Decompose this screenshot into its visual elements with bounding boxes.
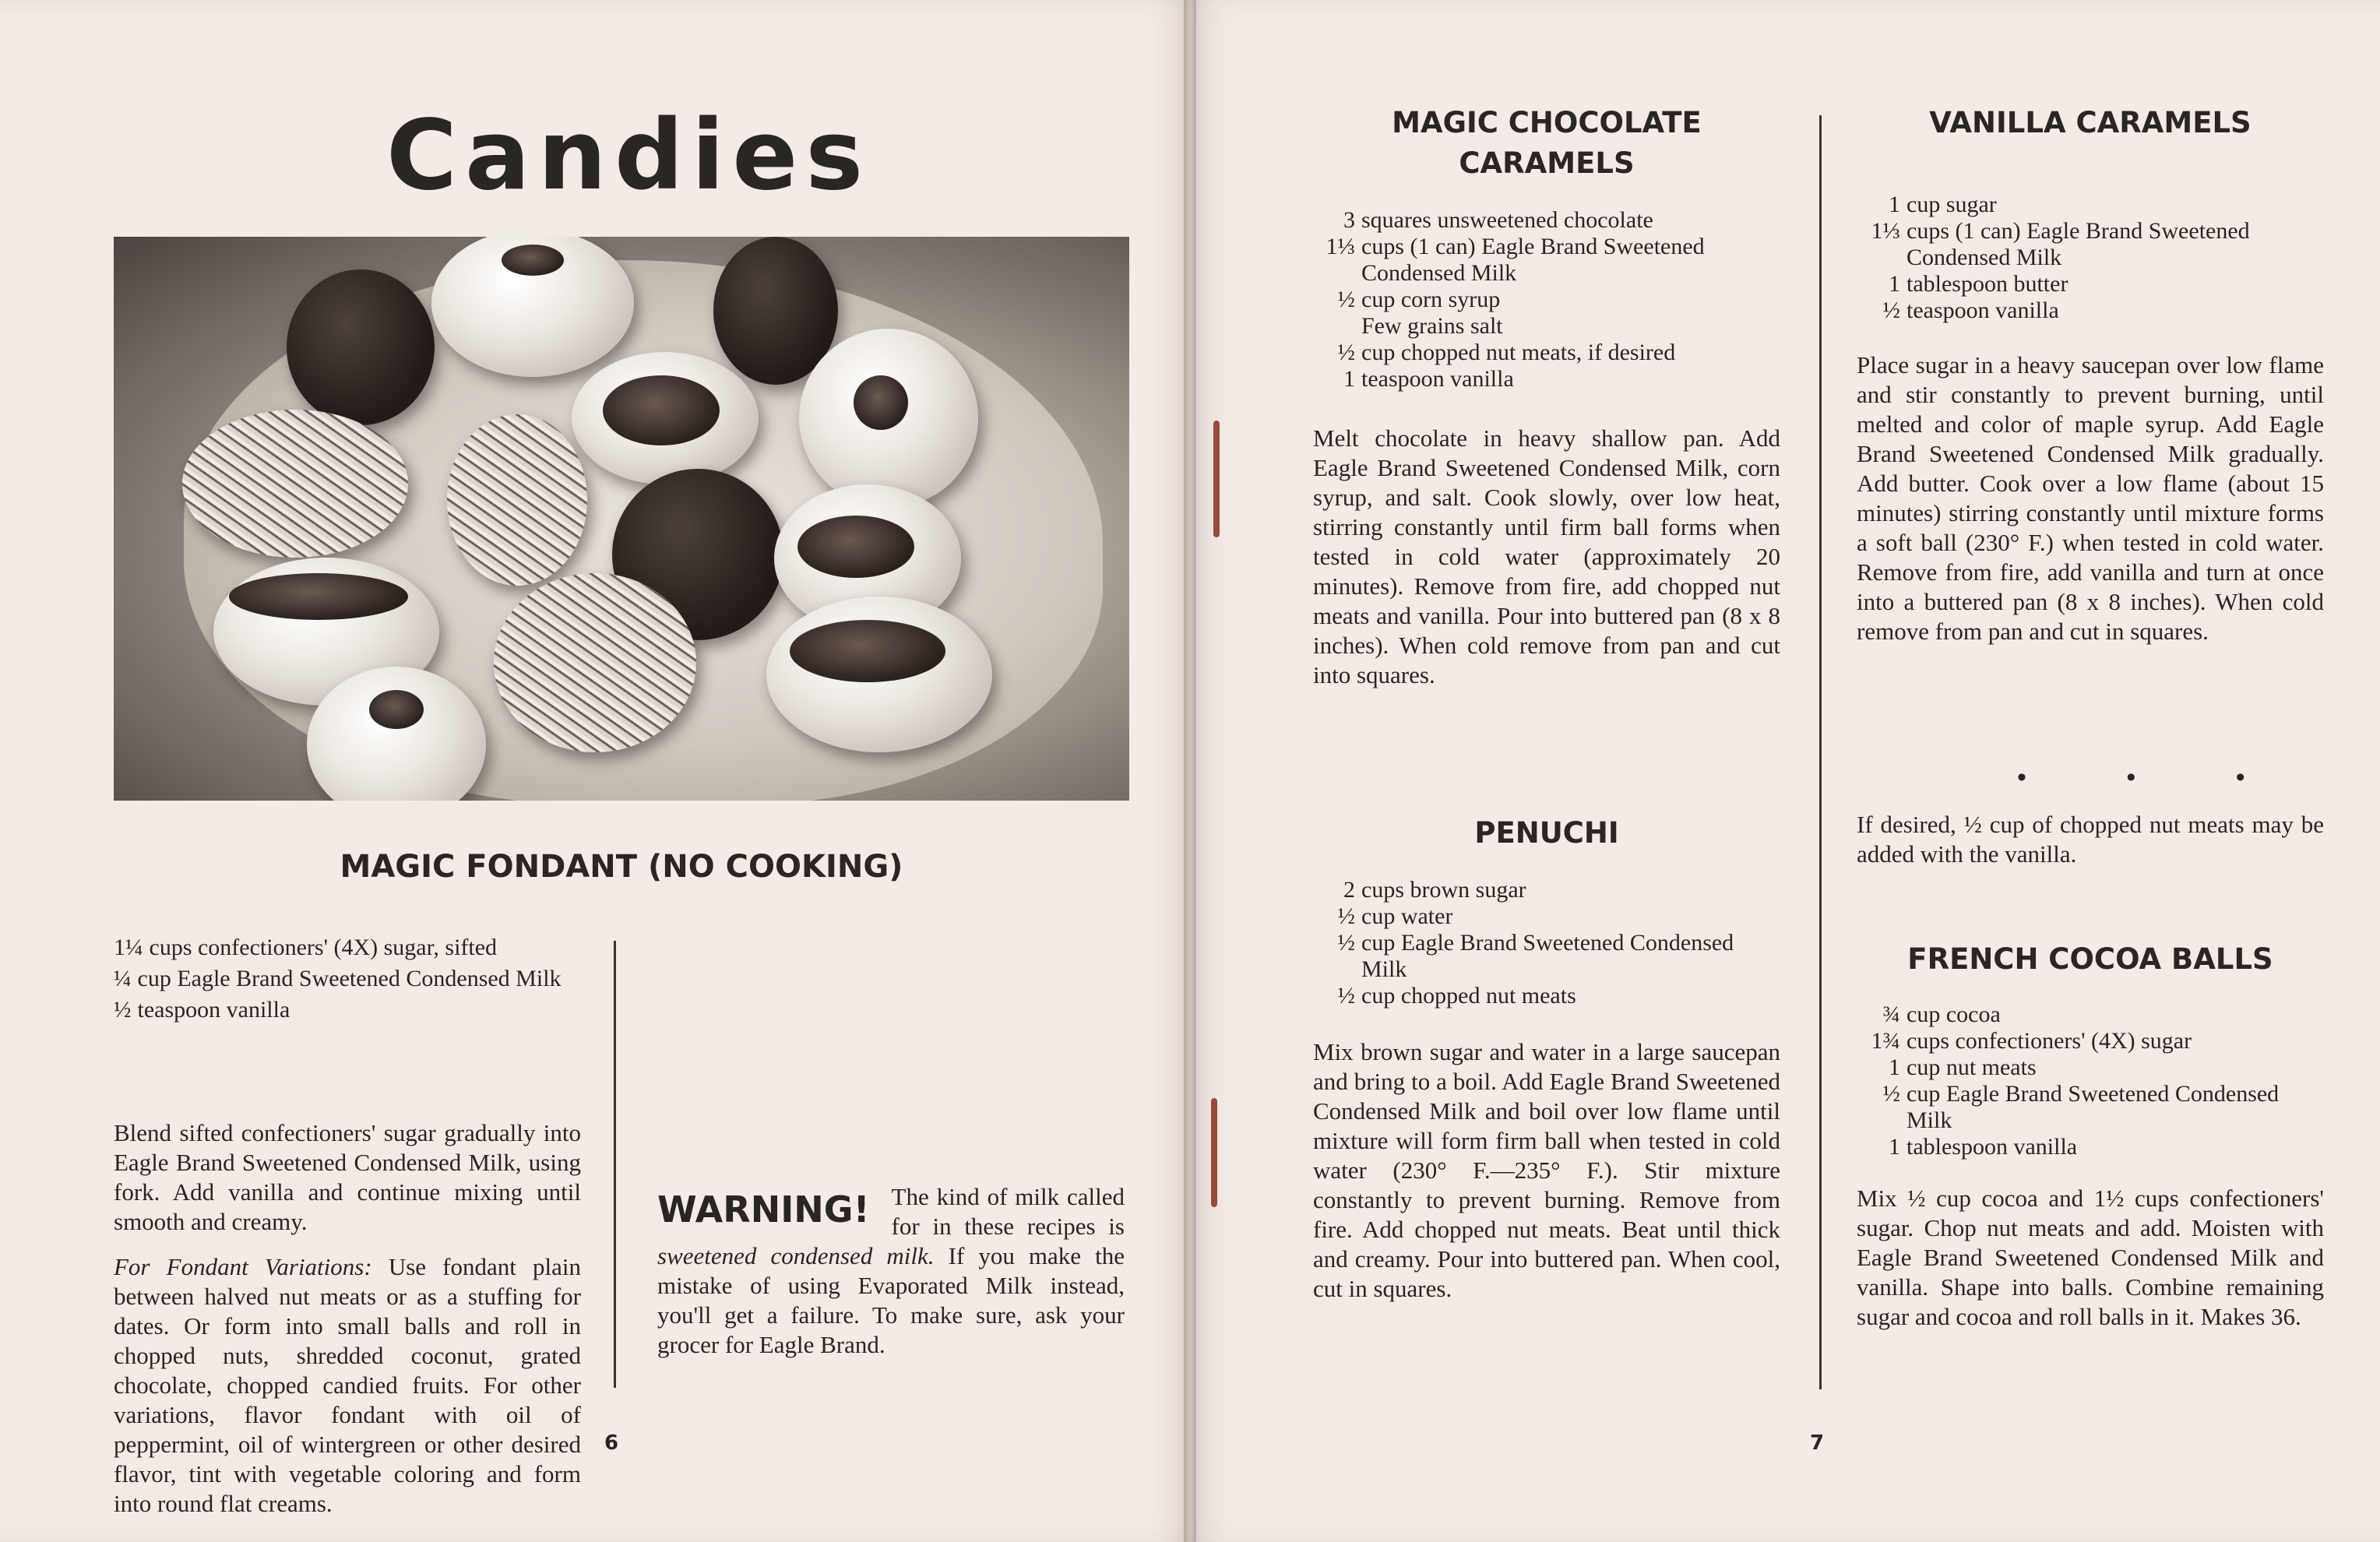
column-divider	[1819, 115, 1822, 1389]
warning-label: WARNING!	[657, 1188, 870, 1230]
fondant-heading: MAGIC FONDANT (NO COOKING)	[340, 849, 903, 885]
chocolate-caramels-ingredients	[1313, 207, 1780, 393]
staple-bottom	[1211, 1098, 1217, 1207]
chocolate-caramels-directions: Melt chocolate in heavy shallow pan. Add Eagle Brand Sweetened Condensed Milk, corn syrup, and salt. Cook slowly, over low heat, stirring constantly until firm ball forms when tested in cold water (approximately 20 minutes). Remove from fire, add chopped nut meats and vanilla. Pour into buttered pan (8 x 8 inches). When cold remove from pan and cut into squares.	[1313, 424, 1780, 688]
staple-top	[1213, 421, 1220, 537]
candy-coconut	[182, 410, 408, 558]
candy-chocolate-sprinkle	[287, 269, 435, 425]
cocoa-balls-ingredients	[1857, 1002, 2324, 1160]
vanilla-caramels-ingredients	[1857, 192, 2324, 324]
ingredient-row: 1 teaspoon vanilla	[1343, 366, 1514, 392]
penuchi-ingredients	[1313, 877, 1780, 1009]
column-divider	[614, 941, 616, 1388]
ingredient-row: ½ cup chopped nut meats	[1337, 983, 1576, 1009]
chocolate-caramels-heading: MAGIC CHOCOLATE CARAMELS	[1392, 106, 1702, 180]
candy-date-stuffed	[766, 597, 992, 752]
page-number-left: 6	[604, 1431, 619, 1455]
ingredient-row: 1⅓ cups (1 can) Eagle Brand Sweetened Condensed Milk	[1871, 218, 2250, 270]
ingredient-row: 1 tablespoon butter	[1889, 271, 2068, 297]
vanilla-caramels-directions: Place sugar in a heavy saucepan over low flame and stir constantly to prevent burning, until melted and color of maple syrup. Add Eagle Brand Sweetened Condensed Milk gradually. Add butter. Cook over a low flame (about 15 minutes) stirring constantly until mixture forms a soft ball (230° F.) when tested in cold water. Remove from fire, add vanilla and turn at once into a buttered pan (8 x 8 inches). When cold remove from pan and cut in squares.	[1857, 351, 2324, 645]
ingredient-row: 1¼ cups confectioners' (4X) sugar, sifted	[114, 935, 498, 960]
ingredient-row: ½ teaspoon vanilla	[1882, 297, 2059, 323]
separator-dots: • • •	[2017, 763, 2292, 792]
fondant-directions: Blend sifted confectioners' sugar gradually into Eagle Brand Sweetened Condensed Milk, using fork. Add vanilla and continue mixing until smooth and creamy. For Fondant Variations: Use fondant plain between halved nut meats or as a stuffing for dates. Or form into small balls and roll in chopped nuts, shredded coconut, grated chocolate, chopped candied fruits. For other variations, flavor fondant with oil of peppermint, oil of wintergreen or other desired flavor, tint with vegetable coloring and form into round flat creams.	[114, 1119, 582, 1517]
candy-walnut	[572, 352, 759, 484]
candies-photo	[114, 237, 1129, 801]
ingredient-row: 1¾ cups confectioners' (4X) sugar	[1871, 1028, 2192, 1054]
ingredient-row: ½ cup Eagle Brand Sweetened Condensed Milk	[1337, 930, 1734, 982]
page-title: Candies	[386, 100, 871, 212]
ingredient-row: 3 squares unsweetened chocolate	[1343, 207, 1653, 233]
ingredient-row: ½ cup chopped nut meats, if desired	[1337, 340, 1676, 365]
ingredient-row: 2 cups brown sugar	[1343, 877, 1526, 903]
cocoa-balls-directions: Mix ½ cup cocoa and 1½ cups confectioners' sugar. Chop nut meats and add. Moisten with Eagle Brand Sweetened Condensed Milk and vanilla. Shape into balls. Combine remaining sugar and cocoa and roll balls in it. Makes 36.	[1857, 1185, 2324, 1330]
variations-label: For Fondant Variations:	[114, 1253, 372, 1280]
page-number-right: 7	[1810, 1431, 1825, 1455]
book-spine	[1184, 0, 1196, 1542]
ingredient-row: 1 cup nut meats	[1889, 1054, 2037, 1080]
vanilla-caramels-note: If desired, ½ cup of chopped nut meats may be added with the vanilla.	[1857, 811, 2324, 868]
ingredient-row: 1 cup sugar	[1889, 192, 1997, 217]
candy-coconut	[494, 573, 696, 752]
ingredient-row: ½ cup Eagle Brand Sweetened Condensed Milk	[1882, 1081, 2280, 1133]
ingredient-row: ¾ cup cocoa	[1882, 1002, 2001, 1027]
warning-box: WARNING! The kind of milk called for in these recipes is sweetened condensed milk. If you make the mistake of using Evaporated Milk instead, you'll get a failure. To make sure, ask your grocer for Eagle Brand.	[657, 1183, 1125, 1358]
candy-fondant-cherry	[799, 329, 978, 508]
ingredient-row: 1 tablespoon vanilla	[1889, 1134, 2078, 1160]
variations-text: Use fondant plain between halved nut meats or as a stuffing for dates. Or form into small balls and roll in chopped nuts, shredded coconut, grated chocolate, chopped candied fruits. For other variations, flavor fondant with oil of peppermint, oil of wintergreen or other desired flavor, tint with vegetable coloring and form into round flat creams.	[114, 1253, 582, 1517]
ingredient-row: ¼ cup Eagle Brand Sweetened Condensed Milk	[114, 966, 562, 991]
ingredient-row: 1⅓ cups (1 can) Eagle Brand Sweetened Condensed Milk	[1326, 234, 1705, 286]
fondant-ingredients	[114, 935, 581, 1023]
candy-walnut-half	[447, 414, 587, 586]
ingredient-row: ½ cup water	[1337, 903, 1453, 929]
penuchi-heading: PENUCHI	[1474, 816, 1619, 850]
cocoa-balls-heading: FRENCH COCOA BALLS	[1907, 942, 2273, 976]
penuchi-directions: Mix brown sugar and water in a large saucepan and bring to a boil. Add Eagle Brand Sweetened Condensed Milk and boil over low flame until mixture will form firm ball when tested in cold water (230° F.—235° F.). Stir mixture constantly to prevent burning. Remove from fire. Add chopped nut meats. Beat until thick and creamy. Pour into buttered pan. When cool, cut in squares.	[1313, 1038, 1780, 1302]
ingredient-row: Few grains salt	[1361, 313, 1503, 339]
vanilla-caramels-heading: VANILLA CARAMELS	[1929, 106, 2251, 139]
ingredient-row: ½ teaspoon vanilla	[114, 997, 290, 1023]
ingredient-row: ½ cup corn syrup	[1337, 287, 1501, 312]
